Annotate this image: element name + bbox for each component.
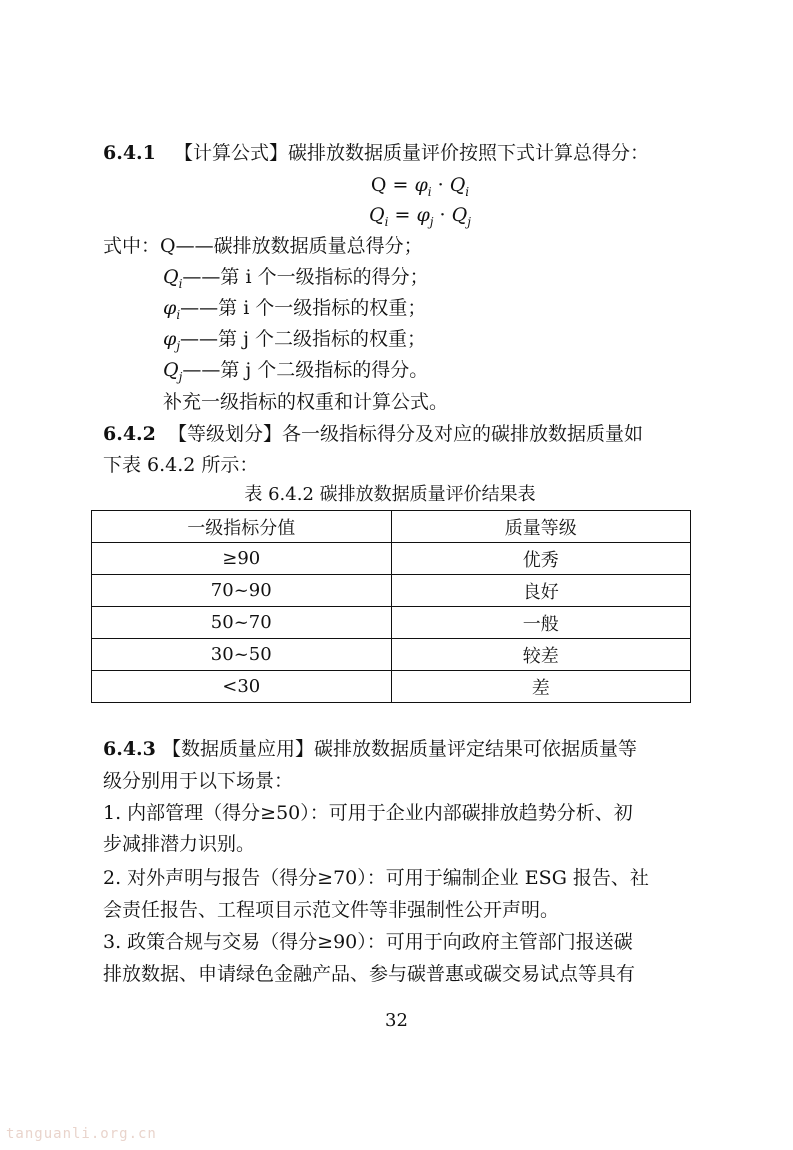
- variable-subscript: j: [178, 369, 183, 384]
- quality-grade-table: [91, 510, 691, 703]
- score-range-cell: ≥90: [92, 543, 392, 575]
- formula-subscript: i: [465, 184, 470, 199]
- score-range-cell: 50~70: [92, 607, 392, 639]
- table-row: [92, 543, 691, 575]
- formula-operator: ·: [433, 204, 452, 226]
- formula-symbol: φ: [416, 204, 430, 226]
- score-range-cell: 70~90: [92, 575, 392, 607]
- section-text: 【数据质量应用】碳排放数据质量评定结果可依据质量等: [161, 738, 637, 760]
- paragraph-line: 级分别用于以下场景：: [103, 770, 294, 792]
- paragraph-line: 3. 政策合规与交易（得分≥90）：可用于向政府主管部门报送碳: [103, 931, 633, 953]
- page-number: 32: [385, 1010, 408, 1031]
- formula-subscript: j: [467, 214, 471, 229]
- paragraph-line: 会责任报告、工程项目示范文件等非强制性公开声明。: [103, 899, 560, 921]
- formula-total-score: [300, 171, 540, 199]
- formula-subscript: i: [427, 184, 432, 199]
- table-caption: 表 6.4.2 碳排放数据质量评价结果表: [244, 484, 536, 505]
- variable-description: ——第 j 个二级指标的得分。: [182, 359, 429, 381]
- variable-symbol: φ: [163, 297, 177, 319]
- formula-symbol: φ: [414, 174, 428, 196]
- where-item: [163, 263, 753, 291]
- section-6-4-1-heading: [103, 139, 693, 167]
- grade-cell: 一般: [391, 607, 691, 639]
- formula-symbol: Q: [370, 174, 387, 196]
- variable-description: ——第 i 个一级指标的得分；: [182, 266, 429, 288]
- formula-operator: ·: [431, 174, 450, 196]
- where-item: [163, 294, 753, 322]
- table-row: [92, 607, 691, 639]
- formula-symbol: Q: [451, 204, 468, 226]
- section-text-continued: 下表 6.4.2 所示：: [103, 454, 259, 476]
- variable-symbol: Q: [163, 266, 179, 288]
- score-range-cell: 30~50: [92, 639, 392, 671]
- paragraph-line: 2. 对外声明与报告（得分≥70）：可用于编制企业 ESG 报告、社: [103, 867, 649, 889]
- grade-cell: 优秀: [391, 543, 691, 575]
- formula-subscript: i: [384, 214, 389, 229]
- formula-subscript: j: [429, 214, 434, 229]
- formula-operator: =: [386, 174, 415, 196]
- variable-subscript: i: [176, 307, 181, 322]
- watermark: tanguanli.org.cn: [6, 1126, 157, 1142]
- formula-operator: =: [388, 204, 417, 226]
- variable-subscript: i: [178, 276, 183, 291]
- formula-symbol: Q: [449, 174, 466, 196]
- formula-indicator-score: [300, 201, 540, 229]
- table-row: [92, 639, 691, 671]
- paragraph-line: 步减排潜力识别。: [103, 833, 256, 855]
- grade-cell: 较差: [391, 639, 691, 671]
- table-header-cell: 质量等级: [391, 511, 691, 543]
- variable-description: ——第 i 个一级指标的权重；: [180, 297, 427, 319]
- where-item: [163, 356, 753, 384]
- table-header-row: [92, 511, 691, 543]
- score-range-cell: <30: [92, 671, 392, 703]
- paragraph-line: 排放数据、申请绿色金融产品、参与碳普惠或碳交易试点等具有: [103, 963, 636, 985]
- grade-cell: 良好: [391, 575, 691, 607]
- variable-subscript: j: [176, 338, 181, 353]
- paragraph-line: 1. 内部管理（得分≥50）：可用于企业内部碳排放趋势分析、初: [103, 802, 633, 824]
- variable-symbol: φ: [163, 328, 177, 350]
- section-6-4-2-heading: [103, 420, 693, 448]
- where-note: 补充一级指标的权重和计算公式。: [163, 391, 449, 413]
- grade-cell: 差: [391, 671, 691, 703]
- table-header-cell: 一级指标分值: [92, 511, 392, 543]
- formula-symbol: Q: [369, 204, 385, 226]
- table-row: [92, 575, 691, 607]
- section-text: 【计算公式】碳排放数据质量评价按照下式计算总得分：: [174, 142, 650, 164]
- section-6-4-3-heading: [103, 735, 693, 763]
- variable-description: ——第 j 个二级指标的权重；: [180, 328, 427, 350]
- where-item: [163, 325, 753, 353]
- where-intro: 式中：Q——碳排放数据质量总得分；: [103, 235, 423, 257]
- section-number: 6.4.1: [103, 142, 156, 164]
- variable-symbol: Q: [163, 359, 179, 381]
- section-number: 6.4.3: [103, 738, 156, 760]
- section-number: 6.4.2: [103, 423, 156, 445]
- section-text: 【等级划分】各一级指标得分及对应的碳排放数据质量如: [167, 423, 643, 445]
- table-row: [92, 671, 691, 703]
